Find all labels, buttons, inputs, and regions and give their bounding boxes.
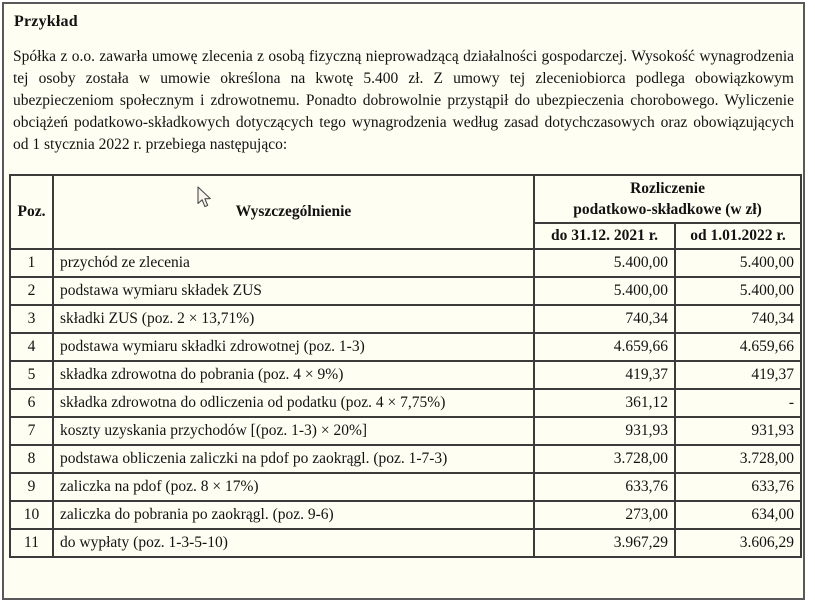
column-header-specification: Wyszczególnienie — [53, 175, 534, 249]
table-row — [10, 277, 801, 305]
row-value-2021: 5.400,00 — [534, 277, 675, 305]
row-label: koszty uzyskania przychodów [(poz. 1-3) × 20%] — [53, 417, 534, 445]
row-value-2022: 740,34 — [675, 305, 801, 333]
table-row — [10, 305, 801, 333]
row-value-2021: 5.400,00 — [534, 249, 675, 277]
row-label: podstawa wymiaru składki zdrowotnej (poz. 1-3) — [53, 333, 534, 361]
row-number: 1 — [10, 249, 53, 277]
row-value-2021: 3.728,00 — [534, 445, 675, 473]
table-row — [10, 529, 801, 557]
table-row — [10, 473, 801, 501]
group-header-line1: Rozliczenie — [630, 180, 705, 197]
row-label: składka zdrowotna do pobrania (poz. 4 × 9%) — [53, 361, 534, 389]
row-value-2021: 740,34 — [534, 305, 675, 333]
document-page — [2, 2, 805, 600]
table-row — [10, 501, 801, 529]
row-value-2021: 633,76 — [534, 473, 675, 501]
row-number: 8 — [10, 445, 53, 473]
row-value-2022: 5.400,00 — [675, 277, 801, 305]
row-label: przychód ze zlecenia — [53, 249, 534, 277]
row-value-2021: 361,12 — [534, 389, 675, 417]
row-value-2022: 4.659,66 — [675, 333, 801, 361]
row-number: 2 — [10, 277, 53, 305]
table-row — [10, 361, 801, 389]
row-value-2022: 3.728,00 — [675, 445, 801, 473]
row-value-2021: 3.967,29 — [534, 529, 675, 557]
row-value-2022: 5.400,00 — [675, 249, 801, 277]
row-value-2021: 419,37 — [534, 361, 675, 389]
row-label: zaliczka do pobrania po zaokrągl. (poz. 9-6) — [53, 501, 534, 529]
row-label: zaliczka na pdof (poz. 8 × 17%) — [53, 473, 534, 501]
row-label: do wypłaty (poz. 1-3-5-10) — [53, 529, 534, 557]
row-value-2021: 4.659,66 — [534, 333, 675, 361]
row-label: składki ZUS (poz. 2 × 13,71%) — [53, 305, 534, 333]
row-number: 7 — [10, 417, 53, 445]
column-header-2022: od 1.01.2022 r. — [675, 223, 801, 249]
table-row — [10, 417, 801, 445]
row-number: 11 — [10, 529, 53, 557]
intro-paragraph: Spółka z o.o. zawarła umowę zlecenia z osobą fizyczną nieprowadzącą działalności gospodarczej. Wysokość wynagrodzenia tej osoby została w umowie określona na kwotę 5.400 zł. Z umowy tej zleceniobiorca podlega obowiązkowym ubezpieczeniom społecznym i zdrowotnemu. Ponadto dobrowolnie przystąpił do ubezpieczenia chorobowego. Wyliczenie obciążeń podatkowo-składkowych dotyczących tego wynagrodzenia według zasad dotychczasowych oraz obowiązujących od 1 stycznia 2022 r. przebiega następująco: — [13, 48, 794, 153]
row-label: podstawa wymiaru składek ZUS — [53, 277, 534, 305]
row-value-2022: 633,76 — [675, 473, 801, 501]
row-value-2022: - — [675, 389, 801, 417]
group-header-line2: podatkowo-składkowe (w zł) — [573, 201, 762, 218]
row-label: podstawa obliczenia zaliczki na pdof po zaokrągl. (poz. 1-7-3) — [53, 445, 534, 473]
row-number: 10 — [10, 501, 53, 529]
row-value-2022: 931,93 — [675, 417, 801, 445]
row-value-2022: 634,00 — [675, 501, 801, 529]
row-number: 6 — [10, 389, 53, 417]
row-number: 3 — [10, 305, 53, 333]
table-row — [10, 445, 801, 473]
row-number: 9 — [10, 473, 53, 501]
table-body — [10, 249, 801, 557]
row-label: składka zdrowotna do odliczenia od podatku (poz. 4 × 7,75%) — [53, 389, 534, 417]
column-group-header — [534, 175, 801, 223]
row-value-2022: 3.606,29 — [675, 529, 801, 557]
page-title: Przykład — [14, 13, 78, 30]
table-row — [10, 389, 801, 417]
table-row — [10, 249, 801, 277]
column-header-poz: Poz. — [10, 175, 53, 249]
row-value-2021: 273,00 — [534, 501, 675, 529]
row-number: 4 — [10, 333, 53, 361]
row-value-2021: 931,93 — [534, 417, 675, 445]
settlement-table — [9, 174, 802, 558]
column-header-2021: do 31.12. 2021 r. — [534, 223, 675, 249]
row-value-2022: 419,37 — [675, 361, 801, 389]
table-row — [10, 333, 801, 361]
row-number: 5 — [10, 361, 53, 389]
